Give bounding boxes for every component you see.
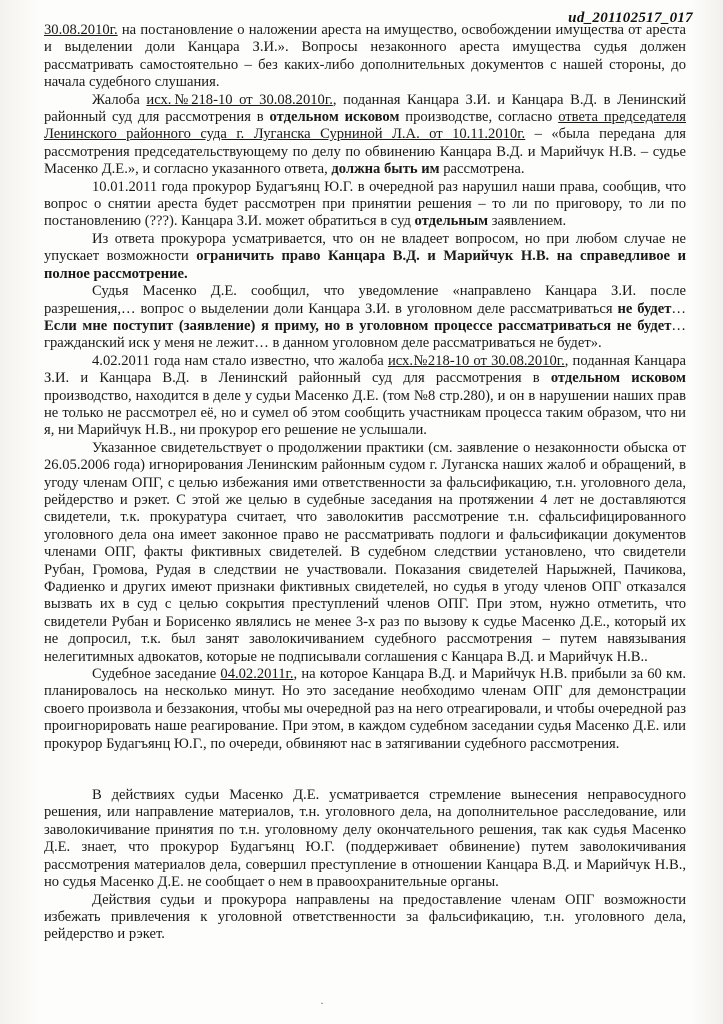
- text-run: производство, находится в деле у судьи Масенко Д.Е. (том №8 стр.280), и он в нарушении наших прав не только не рассмотрел её, но и сумел об этом сообщить участникам процесса таким образом, что ни я, ни Марийчук Н.В., ни прокурор его решение не услышали.: [44, 387, 686, 439]
- page-scan-mark: ·: [320, 996, 325, 1010]
- document-body: [44, 22, 686, 944]
- emphasis-text: должна быть им: [331, 161, 440, 178]
- text-run: 4.02.2011 года нам стало известно, что жалоба: [92, 352, 388, 369]
- paragraph: [44, 666, 686, 753]
- underlined-reference: исх.№218-10 от 30.08.2010г.: [146, 91, 333, 108]
- paragraph: [44, 283, 686, 353]
- document-id: ud_201102517_017: [568, 10, 693, 26]
- text-run: Судья Масенко Д.Е. сообщил, что уведомление «направлено Канцара З.И. после разрешения,… вопрос о выделении доли Канцара З.И. в уголовном деле рассматриваться: [44, 283, 686, 317]
- underlined-reference: 30.08.2010г.: [44, 22, 118, 38]
- paragraph: [44, 892, 686, 944]
- text-run: Жалоба: [92, 91, 147, 108]
- text-run: Судебное заседание: [92, 666, 221, 683]
- text-run: рассмотрена.: [439, 161, 525, 178]
- text-run: Указанное свидетельствует о продолжении практики (см. заявление о незаконности обыска от 26.05.2006 года) игнорирования Ленинским районным судом г. Луганска наших жалоб и обращений, в угоду членам ОПГ, с целью избежания ими ответственности за фальсификацию, т.н. уголовного дела, рейдерство и рэкет. С этой же целью в судебные заседания на протяжении 4 лет не доставляются свидетели, т.к. прокуратура считает, что заволокитив рассмотрение т.н. сфальсифицированного уголовного дела она имеет законное право не рассматривать подлоги и фальсификации документов членами ОПГ, факты фиктивных свидетелей. В судебном следствии установлено, что свидетели Рубан, Громова, Рудая в следствии не участвовали. Показания свидетелей Нарыжней, Пачикова, Фадиенко и других имеют признаки фиктивных свидетелей, но судья в угоду членов ОПГ отказался вызвать их в суд с целью сокрытия преступлений членов ОПГ. При этом, нужно отметить, что свидетели Рубан и Борисенко являлись не менее 3-х раз по вызову к судье Масенко Д.Е., который их не допросил, т.к. был занят заволокичиванием судебного рассмотрения – путем навязывания нелегитимных адвокатов, которые не подписывали соглашения с Канцара В.Д. и Марийчук Н.В..: [44, 439, 686, 665]
- emphasis-text: Если мне поступит (заявление) я приму, но в уголовном процессе рассматриваться не будет: [44, 317, 672, 334]
- underlined-reference: ответа председателя Ленинского районного суда г. Луганска Сурниной Л.А. от 10.11.2010г.: [44, 109, 686, 143]
- paragraph: [44, 22, 686, 92]
- text-run: …: [671, 300, 686, 317]
- paragraph: [44, 353, 686, 440]
- paragraph: [44, 440, 686, 666]
- emphasis-text: не будет: [617, 300, 672, 317]
- text-run: заявлением.: [488, 213, 567, 230]
- text-run: на постановление о наложении ареста на имущество, освобождении имущества от ареста и выделении доли Канцара З.И.». Вопросы незаконного ареста имущества судья должен рассматривать самостоятельно – без каких-либо дополнительных документов с нашей стороны, до начала судебного слушания.: [44, 22, 686, 91]
- emphasis-text: ограничить право Канцара В.Д. и Марийчук Н.В. на справедливое и полное рассмотрение.: [44, 248, 687, 282]
- text-run: … гражданский иск у меня не лежит… в данном уголовном деле рассматриваться не будет».: [44, 317, 686, 352]
- text-run: – «была передана для рассмотрения председательствующему по делу по обвинению Канцара В.Д. и Марийчук Н.В. – судье Масенко Д.Е.», и согласно указанного ответа,: [44, 126, 686, 178]
- text-run: Действия судьи и прокурора направлены на предоставление членам ОПГ возможности избежать привлечения к уголовной ответственности за фальсификацию, т.н. уголовного дела, рейдерство и рэкет.: [44, 891, 686, 943]
- emphasis-text: отдельном исковом: [550, 370, 686, 387]
- text-run: , поданная Канцара З.И. и Канцара В.Д. в Ленинский районный суд для рассмотрения в: [44, 352, 687, 387]
- text-run: , на которое Канцара В.Д. и Марийчук Н.В. прибыли за 60 км. планировалось на несколько минут. Но это заседание необходимо членам ОПГ для демонстрации своего произвола и беззакония, чтобы мы очередной раз на него отреагировали, и чтобы очередной раз проигнорировать наше реагирование. При этом, в каждом судебном заседании судья Масенко Д.Е. или прокурор Будагъянц Ю.Г., по очереди, обвиняют нас в затягивании судебного рассмотрения.: [44, 666, 687, 752]
- text-run: 10.01.2011 года прокурор Будагъянц Ю.Г. в очередной раз нарушил наши права, сообщив, что вопрос о снятии ареста будет рассмотрен при принятии решения – то ли по приговору, то ли по постановлению (???). Канцара З.И. может обратиться в суд: [44, 178, 686, 230]
- underlined-reference: исх.№218-10 от 30.08.2010г.: [387, 352, 565, 369]
- paragraph: [44, 787, 686, 891]
- text-run: Из ответа прокурора усматривается, что он не владеет вопросом, но при любом случае не упускает возможности: [44, 230, 686, 265]
- paragraph: [44, 231, 686, 283]
- text-run: В действиях судьи Масенко Д.Е. усматривается стремление вынесения неправосудного решения, или направление материалов, т.н. уголовного дела, на дополнительное расследование, или заволокичивание принятия по т.н. уголовному делу окончательного решения, так как судья Масенко Д.Е. знает, что прокурор Будагъянц Ю.Г. (поддерживает обвинение) путем заволокичивания рассмотрения материалов дела, совершил преступление в отношении Канцара В.Д. и Марийчук Н.В., но судья Масенко Д.Е. не сообщает о нем в правоохранительные органы.: [44, 787, 686, 891]
- underlined-reference: 04.02.2011г.: [220, 666, 294, 683]
- paragraph: [44, 179, 686, 231]
- text-run: , поданная Канцара З.И. и Канцара В.Д. в Ленинский районный суд для рассмотрения в: [44, 91, 687, 126]
- text-run: производстве, согласно: [399, 109, 559, 126]
- paragraph: [44, 92, 686, 179]
- emphasis-text: отдельным: [414, 213, 489, 230]
- emphasis-text: отдельном исковом: [269, 109, 400, 126]
